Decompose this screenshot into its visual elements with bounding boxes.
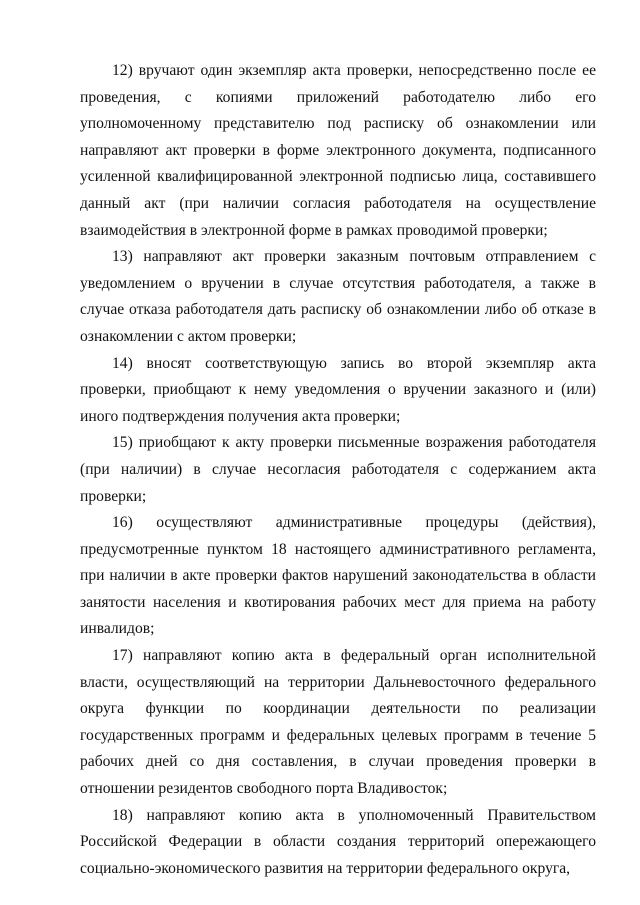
paragraph-item-16: 16) осуществляют административные процедуры (действия), предусмотренные пунктом 18 настоящего административного регламента, при наличии в акте проверки фактов нарушений законодательства в области занятости населения и квотирования рабочих мест для приема на работу инвалидов; — [80, 514, 596, 638]
document-page — [80, 58, 596, 882]
paragraph-item-13: 13) направляют акт проверки заказным почтовым отправлением с уведомлением о вручении в случае отсутствия работодателя, а также в случае отказа работодателя дать расписку об ознакомлении либо об отказе в ознакомлении с актом проверки; — [80, 248, 596, 345]
paragraph-item-17: 17) направляют копию акта в федеральный орган исполнительной власти, осуществляющий на территории Дальневосточного федерального округа функции по координации деятельности по реализации государственных программ и федеральных целевых программ в течение 5 рабочих дней со дня составления, в случаи проведения проверки в отношении резидентов свободного порта Владивосток; — [80, 647, 596, 798]
paragraph-item-15: 15) приобщают к акту проверки письменные возражения работодателя (при наличии) в случае несогласия работодателя с содержанием акта проверки; — [80, 434, 596, 505]
paragraph-item-18: 18) направляют копию акта в уполномоченный Правительством Российской Федерации в области создания территорий опережающего социально-экономического развития на территории федерального округа, — [80, 806, 596, 877]
paragraph-item-12: 12) вручают один экземпляр акта проверки, непосредственно после ее проведения, с копиями приложений работодателю либо его уполномоченному представителю под расписку об ознакомлении или направляют акт проверки в форме электронного документа, подписанного усиленной квалифицированной электронной подписью лица, составившего данный акт (при наличии согласия работодателя на осуществление взаимодействия в электронной форме в рамках проводимой проверки; — [80, 62, 596, 239]
paragraph-item-14: 14) вносят соответствующую запись во второй экземпляр акта проверки, приобщают к нему уведомления о вручении заказного и (или) иного подтверждения получения акта проверки; — [80, 354, 596, 425]
